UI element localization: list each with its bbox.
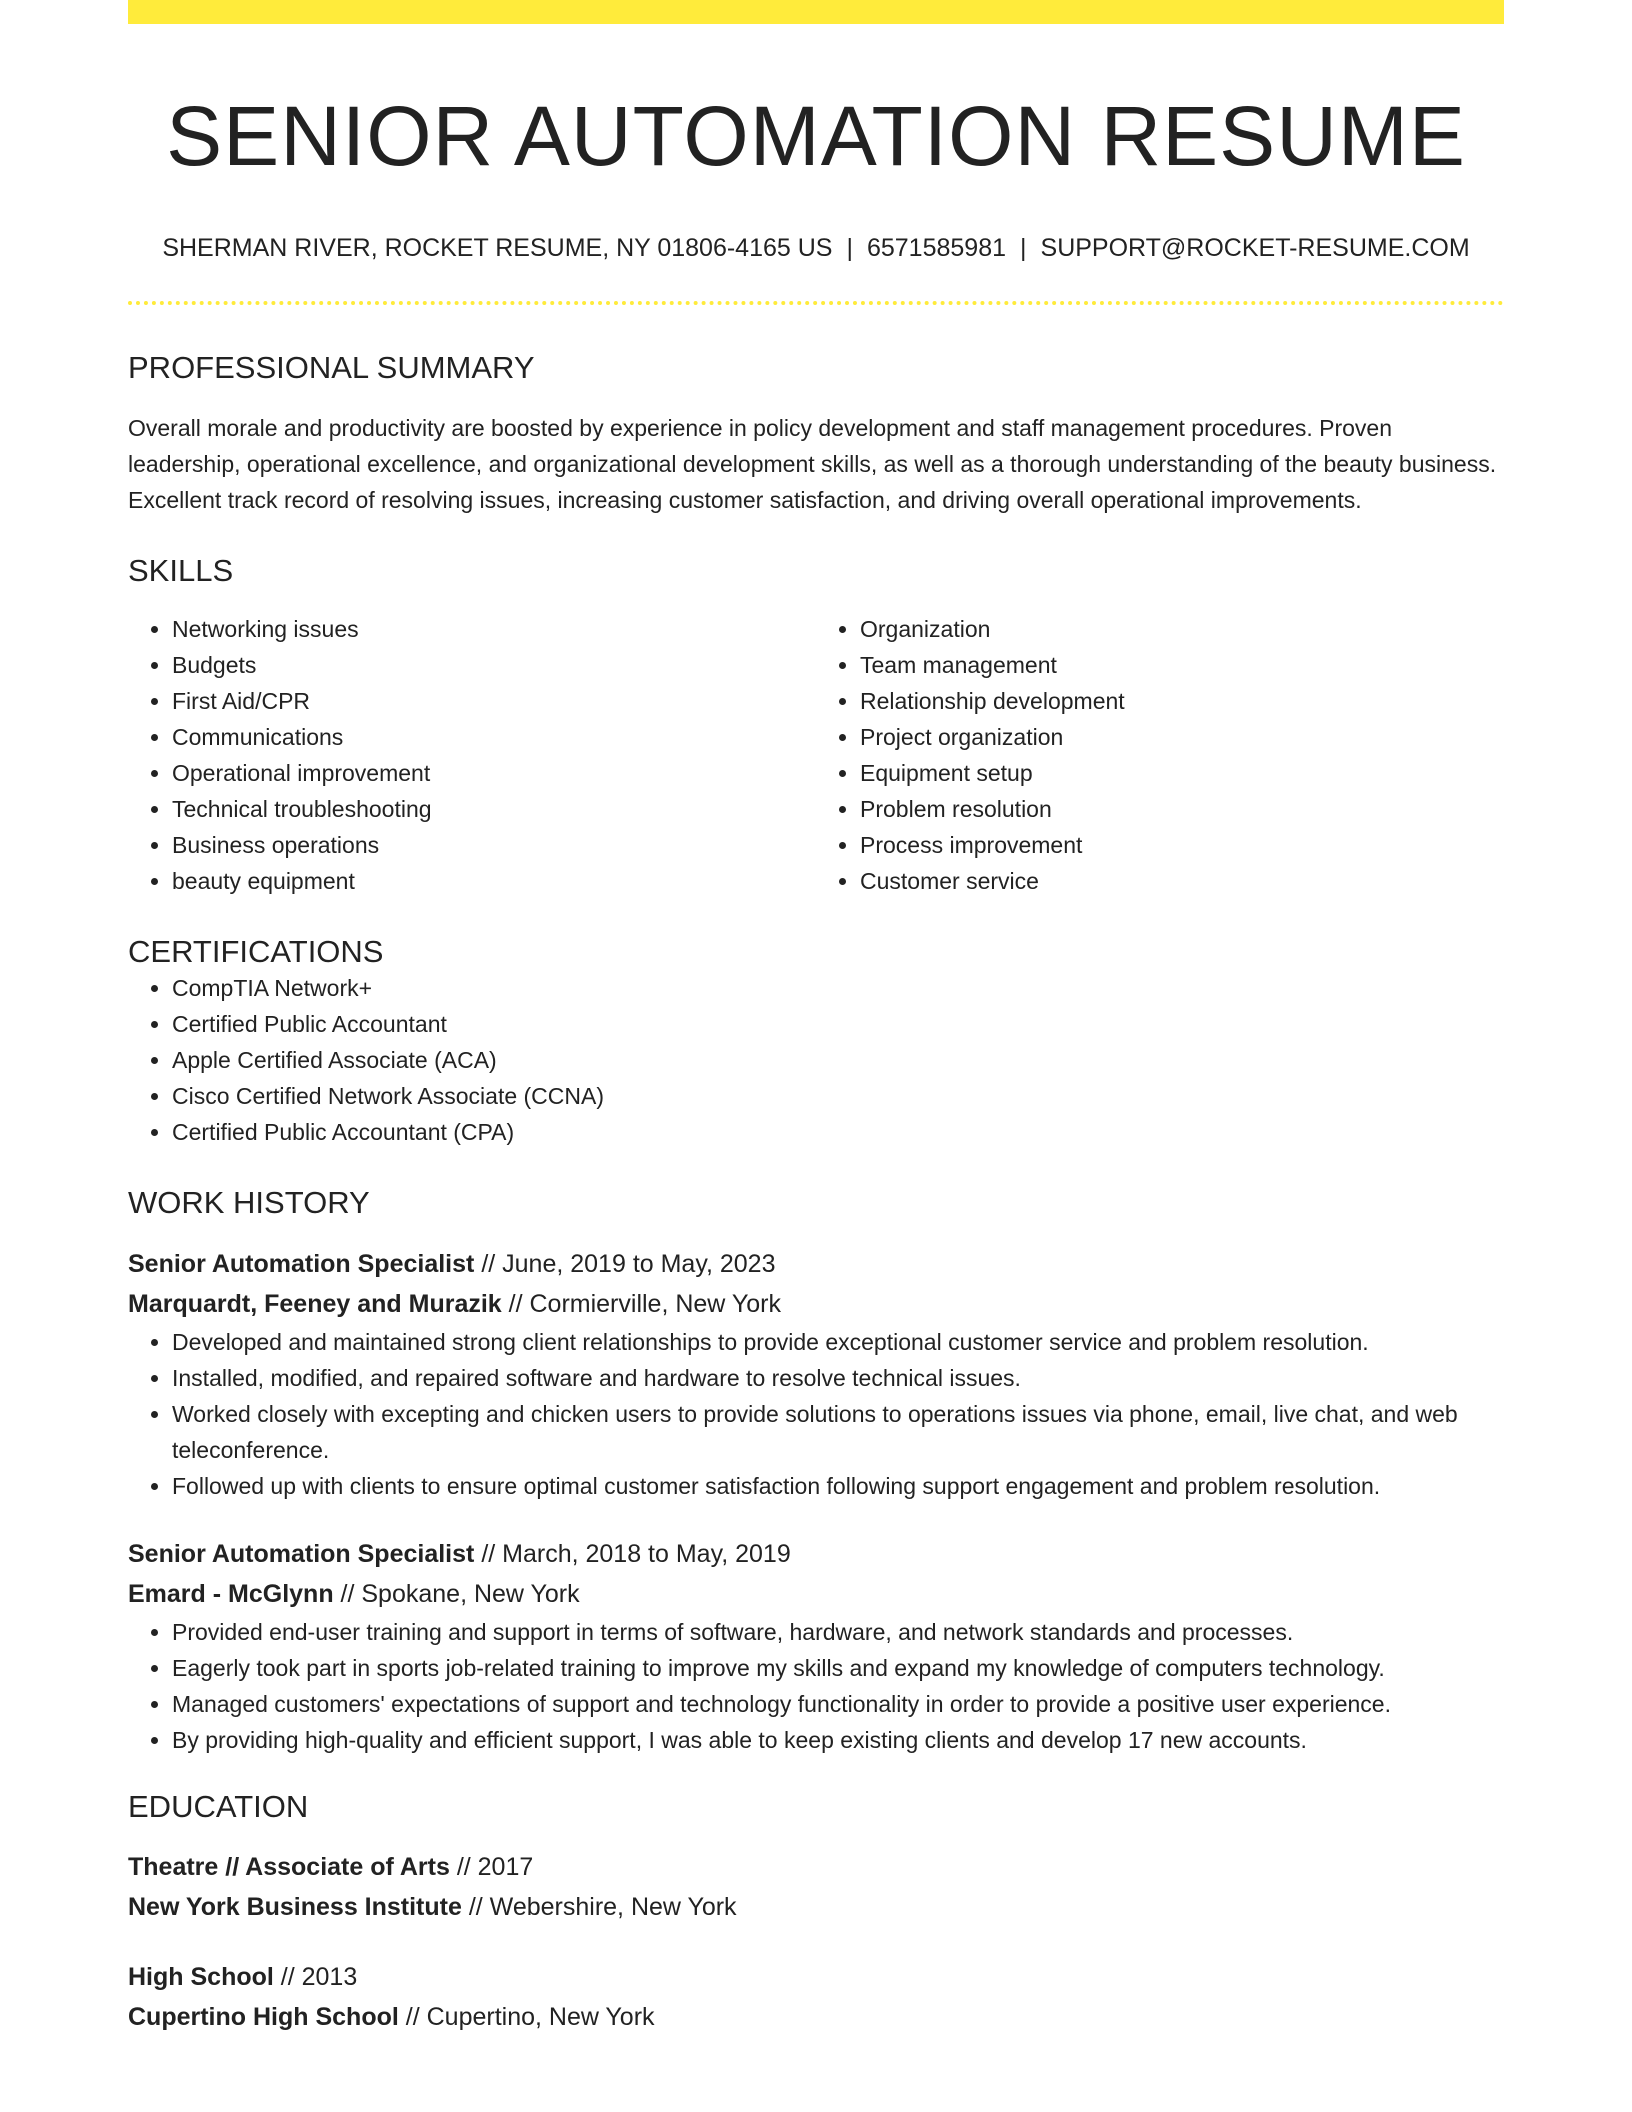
summary-text: Overall morale and productivity are boosted by experience in policy development and staff management procedures. Proven leadership, operational excellence, and organizational development skills, as well as a thorough understanding of the beauty business. Excellent track record of resolving issues, increasing customer satisfaction, and driving overall operational improvements. xyxy=(128,414,1497,513)
skill-item: • Budgets xyxy=(172,647,816,683)
job-dates: // June, 2019 to May, 2023 xyxy=(481,1249,776,1278)
job-role: Senior Automation Specialist xyxy=(128,1249,475,1278)
contact-email: SUPPORT@ROCKET-RESUME.COM xyxy=(1040,233,1470,262)
skill-item: • Technical troubleshooting xyxy=(172,791,816,827)
certifications-heading: CERTIFICATIONS xyxy=(128,934,384,970)
education-school-line xyxy=(128,1997,1504,2037)
education-year: // 2017 xyxy=(456,1852,534,1881)
resume-page xyxy=(128,0,1504,2037)
certification-item: • Certified Public Accountant xyxy=(172,1006,1504,1042)
skill-item: • Customer service xyxy=(860,863,1504,899)
job-bullet: • Developed and maintained strong client relationships to provide exceptional customer service and problem resolution. xyxy=(172,1324,1504,1360)
skill-item: • Operational improvement xyxy=(172,755,816,791)
skill-item: • Communications xyxy=(172,719,816,755)
skill-item: • Process improvement xyxy=(860,827,1504,863)
certification-item: • Apple Certified Associate (ACA) xyxy=(172,1042,1504,1078)
contact-separator: | xyxy=(1020,233,1027,262)
skill-item: • Team management xyxy=(860,647,1504,683)
job-company-line xyxy=(128,1574,1504,1614)
work-history-heading: WORK HISTORY xyxy=(128,1185,370,1221)
job-bullet: • Provided end-user training and support in terms of software, hardware, and network standards and processes. xyxy=(172,1614,1504,1650)
job-bullet: • Eagerly took part in sports job-related training to improve my skills and expand my knowledge of computers technology. xyxy=(172,1650,1504,1686)
skills-list-right xyxy=(816,611,1504,899)
education-school-line xyxy=(128,1887,1504,1927)
skill-item: • Problem resolution xyxy=(860,791,1504,827)
education-heading: EDUCATION xyxy=(128,1788,309,1824)
skill-item: • First Aid/CPR xyxy=(172,683,816,719)
skills-list-left xyxy=(128,611,816,899)
job-company: Marquardt, Feeney and Murazik xyxy=(128,1289,502,1318)
skill-item: • Networking issues xyxy=(172,611,816,647)
contact-separator: | xyxy=(846,233,853,262)
education-degree: Theatre // Associate of Arts xyxy=(128,1852,450,1881)
job-bullet: • Managed customers' expectations of support and technology functionality in order to provide a positive user experience. xyxy=(172,1686,1504,1722)
resume-title: SENIOR AUTOMATION RESUME xyxy=(166,89,1466,183)
job-bullet-list xyxy=(128,1324,1504,1504)
skill-item: • Equipment setup xyxy=(860,755,1504,791)
contact-address: SHERMAN RIVER, ROCKET RESUME, NY 01806-4165 US xyxy=(162,233,833,262)
education-degree: High School xyxy=(128,1962,274,1991)
skills-grid xyxy=(128,611,1504,899)
education-school: New York Business Institute xyxy=(128,1892,462,1921)
education-school: Cupertino High School xyxy=(128,2002,399,2031)
contact-line xyxy=(128,233,1504,263)
skills-heading: SKILLS xyxy=(128,552,234,588)
job-bullet: • Followed up with clients to ensure optimal customer satisfaction following support engagement and problem resolution. xyxy=(172,1468,1504,1504)
education-location: // Cupertino, New York xyxy=(405,2002,655,2031)
skill-item: • beauty equipment xyxy=(172,863,816,899)
job-location: // Cormierville, New York xyxy=(508,1289,781,1318)
education-location: // Webershire, New York xyxy=(468,1892,737,1921)
job-bullet: • Worked closely with excepting and chicken users to provide solutions to operations issues via phone, email, live chat, and web teleconference. xyxy=(172,1396,1504,1468)
certification-item: • CompTIA Network+ xyxy=(172,970,1504,1006)
certification-item: • Certified Public Accountant (CPA) xyxy=(172,1114,1504,1150)
dotted-divider xyxy=(128,301,1504,305)
job-location: // Spokane, New York xyxy=(340,1579,580,1608)
certification-item: • Cisco Certified Network Associate (CCNA) xyxy=(172,1078,1504,1114)
skill-item: • Organization xyxy=(860,611,1504,647)
job-bullet-list xyxy=(128,1614,1504,1758)
skill-item: • Relationship development xyxy=(860,683,1504,719)
certifications-list xyxy=(128,970,1504,1150)
summary-heading: PROFESSIONAL SUMMARY xyxy=(128,349,535,385)
contact-phone: 6571585981 xyxy=(866,233,1007,262)
job-bullet: • Installed, modified, and repaired software and hardware to resolve technical issues. xyxy=(172,1360,1504,1396)
job-role: Senior Automation Specialist xyxy=(128,1539,475,1568)
skill-item: • Project organization xyxy=(860,719,1504,755)
job-dates: // March, 2018 to May, 2019 xyxy=(481,1539,791,1568)
top-accent-bar xyxy=(128,0,1504,24)
education-degree-line xyxy=(128,1957,1504,1997)
job-company-line xyxy=(128,1284,1504,1324)
job-title-line xyxy=(128,1534,1504,1574)
skill-item: • Business operations xyxy=(172,827,816,863)
education-degree-line xyxy=(128,1847,1504,1887)
job-bullet: • By providing high-quality and efficient support, I was able to keep existing clients and develop 17 new accounts. xyxy=(172,1722,1504,1758)
job-title-line xyxy=(128,1244,1504,1284)
education-year: // 2013 xyxy=(280,1962,358,1991)
job-company: Emard - McGlynn xyxy=(128,1579,334,1608)
